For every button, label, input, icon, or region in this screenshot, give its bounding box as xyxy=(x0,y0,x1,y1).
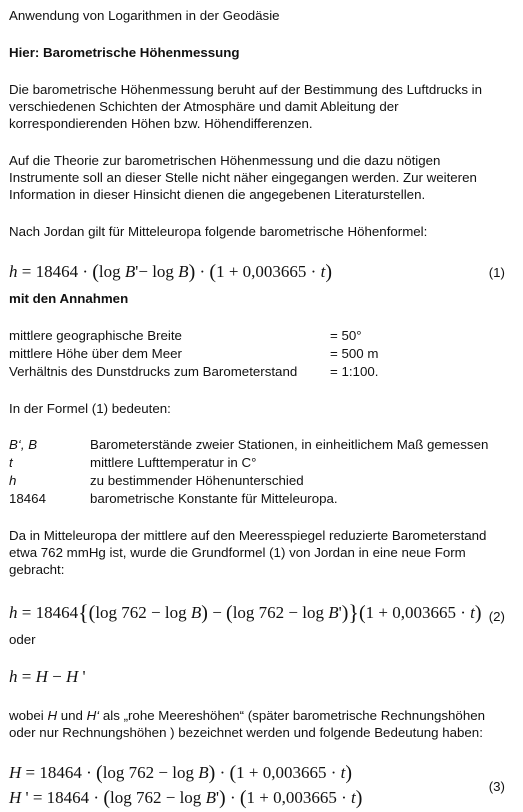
definition-text: zu bestimmender Höhenunterschied xyxy=(90,473,304,488)
equation-3a: H = 18464 · (log 762 − log B) · (1 + 0,003665 · t) xyxy=(9,762,353,784)
paragraph-line: korrespondierenden Höhen bzw. Höhendifferenzen. xyxy=(9,116,313,131)
paragraph-line: etwa 762 mmHg ist, wurde die Grundformel (1) von Jordan in eine neue Form xyxy=(9,545,466,560)
assumptions-intro: mit den Annahmen xyxy=(9,291,129,306)
equation-h-difference: h = H − H ' xyxy=(9,667,86,686)
equation-number: (3) xyxy=(488,779,505,794)
paragraph-line: Nach Jordan gilt für Mitteleuropa folgende barometrische Höhenformel: xyxy=(9,224,428,239)
connector-word: oder xyxy=(9,632,36,647)
paragraph-line: Auf die Theorie zur barometrischen Höhenmessung und die dazu nötigen xyxy=(9,153,441,168)
meaning-intro: In der Formel (1) bedeuten: xyxy=(9,401,171,416)
section-title: Hier: Barometrische Höhenmessung xyxy=(9,45,240,60)
document-header: Anwendung von Logarithmen in der Geodäsie xyxy=(9,8,280,23)
assumption-label: mittlere Höhe über dem Meer xyxy=(9,346,182,361)
equation-3b: H ' = 18464 · (log 762 − log B') · (1 + 0,003665 · t) xyxy=(9,787,363,809)
equation-number: (2) xyxy=(488,609,505,624)
paragraph-line: gebracht: xyxy=(9,562,65,577)
paragraph-line: Information in dieser Hinsicht dienen die angegebenen Literaturstellen. xyxy=(9,187,426,202)
assumption-value: = 50° xyxy=(330,328,362,343)
equation-number: (1) xyxy=(488,265,505,280)
definition-text: mittlere Lufttemperatur in C° xyxy=(90,455,257,470)
assumption-value: = 1:100. xyxy=(330,364,379,379)
equation-2: h = 18464{(log 762 − log B) − (log 762 − log B')}(1 + 0,003665 · t) xyxy=(9,600,482,625)
paragraph-line: Instrumente soll an dieser Stelle nicht näher eingegangen werden. Zur weiteren xyxy=(9,170,477,185)
definition-symbol: t xyxy=(9,455,13,470)
assumption-label: mittlere geographische Breite xyxy=(9,328,182,343)
definition-text: Barometerstände zweier Stationen, in einheitlichem Maß gemessen xyxy=(90,437,489,452)
assumption-label: Verhältnis des Dunstdrucks zum Barometerstand xyxy=(9,364,298,379)
paragraph-line: verschiedenen Schichten der Atmosphäre und damit Ableitung der xyxy=(9,99,399,114)
definition-symbol: B‘, B xyxy=(9,437,38,452)
paragraph-line: Die barometrische Höhenmessung beruht auf der Bestimmung des Luftdrucks in xyxy=(9,82,483,97)
paragraph-line: oder nur Rechnungshöhen ) bezeichnet werden und folgende Bedeutung haben: xyxy=(9,725,483,740)
definition-symbol: h xyxy=(9,473,17,488)
definition-symbol: 18464 xyxy=(9,491,46,506)
definition-text: barometrische Konstante für Mitteleuropa. xyxy=(90,491,338,506)
paragraph-line: wobei H und H‘ als „rohe Meereshöhen“ (später barometrische Rechnungshöhen xyxy=(9,708,486,723)
paragraph-line: Da in Mitteleuropa der mittlere auf den Meeresspiegel reduzierte Barometerstand xyxy=(9,528,487,543)
equation-1: h = 18464 · (log B'− log B) · (1 + 0,003665 · t) xyxy=(9,261,332,283)
assumption-value: = 500 m xyxy=(330,346,379,361)
